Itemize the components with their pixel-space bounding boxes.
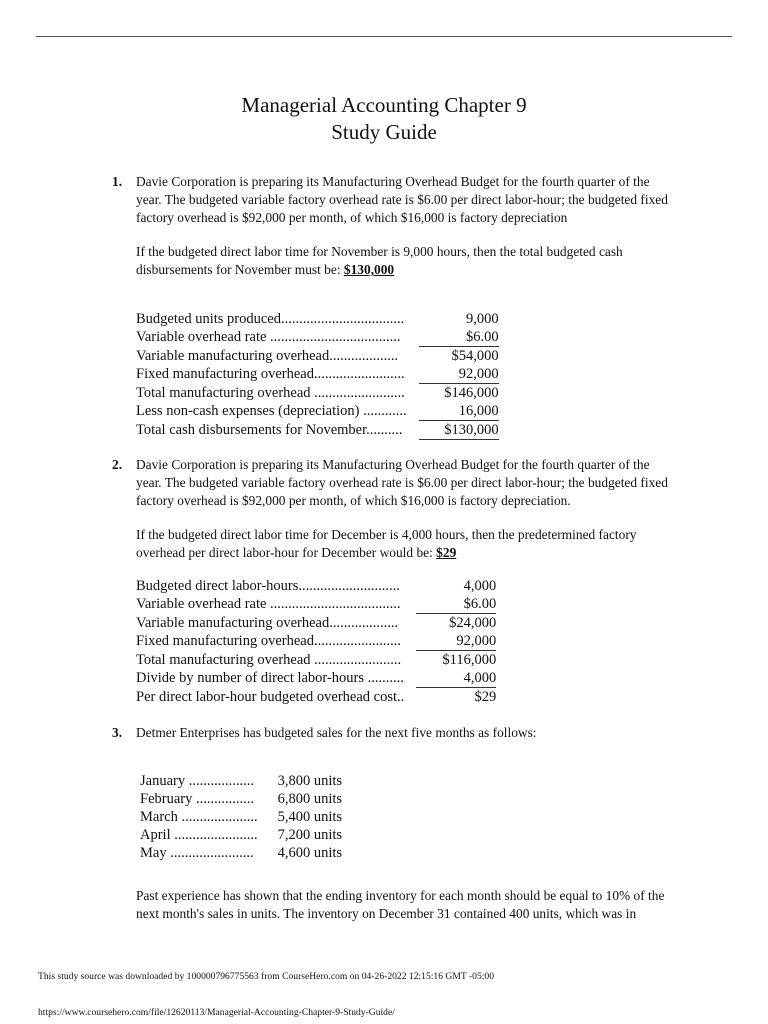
row-value: 7,200 units [277,827,343,843]
top-rule [36,36,732,37]
table-row [140,772,342,790]
row-value: 16,000 [458,403,499,419]
row-label: May ....................... [140,845,254,861]
question-number: 2. [112,457,123,472]
row-label: Budgeted direct labor-hours............................ [136,578,400,594]
row-value: $29 [416,688,496,707]
table-row [136,365,499,384]
row-label: Total manufacturing overhead ......................... [136,384,405,401]
table-row [136,402,499,421]
row-value: 5,400 units [277,809,343,825]
table-row [136,688,496,707]
row-label: Variable manufacturing overhead................... [136,614,399,631]
row-value: 92,000 [458,366,499,382]
table-row [140,808,342,826]
download-notice: This study source was downloaded by 100000796775563 from CourseHero.com on 04-26-2022 12:15:16 GMT -05:00 [38,971,495,982]
row-value: $130,000 [419,421,499,440]
answer: $29 [436,545,457,560]
row-label: Variable manufacturing overhead................... [136,347,399,364]
table-row [136,614,496,633]
table-row [140,826,342,844]
row-label: Variable overhead rate .................................... [136,596,401,613]
q1-calculation-table [136,310,499,440]
row-value: $146,000 [419,384,499,403]
row-value: 6,800 units [277,791,343,807]
question-prompt [136,243,672,279]
row-value: 4,000 [463,670,497,686]
page-title [0,92,768,146]
table-row [136,595,496,614]
row-label: April ....................... [140,827,258,843]
row-label: Total cash disbursements for November.......... [136,422,403,438]
question-3 [112,724,672,742]
row-value: $116,000 [416,651,496,670]
row-label: Total manufacturing overhead ........................ [136,651,402,668]
row-value: 9,000 [465,311,499,327]
row-value: $24,000 [416,614,496,633]
row-label: February ................ [140,791,254,807]
question-number: 1. [112,174,123,189]
row-value: $6.00 [463,596,497,612]
answer: $130,000 [343,262,395,277]
row-value: 4,000 [463,578,497,594]
title-line-1: Managerial Accounting Chapter 9 [241,93,527,117]
question-3-followup [112,887,672,923]
followup-text: Past experience has shown that the ending inventory for each month should be equal to 10% of the next month's sales in units. The inventory on December 31 contained 400 units, which was in [136,888,665,921]
q2-calculation-table [136,577,496,706]
row-label: Fixed manufacturing overhead........................ [136,633,401,650]
question-2 [112,456,672,562]
table-row [136,651,496,670]
row-value: 4,600 units [277,845,343,861]
table-row [140,844,342,862]
question-number: 3. [112,725,123,740]
question-text: Detmer Enterprises has budgeted sales for the next five months as follows: [136,725,537,740]
row-label: Less non-cash expenses (depreciation) ............ [136,403,407,420]
row-label: Fixed manufacturing overhead......................... [136,366,405,383]
table-row [136,328,499,347]
row-label: Per direct labor-hour budgeted overhead cost.. [136,688,405,705]
table-row [136,384,499,403]
row-label: Divide by number of direct labor-hours .......... [136,670,404,687]
table-row [136,669,496,688]
source-url[interactable]: https://www.coursehero.com/file/12620113/Managerial-Accounting-Chapter-9-Study-Guide/ [38,1007,395,1018]
table-row [136,577,496,595]
prompt-text: If the budgeted direct labor time for December is 4,000 hours, then the predetermined factory overhead per direct labor-hour for December would be: [136,527,637,560]
table-row [136,421,499,440]
question-text: Davie Corporation is preparing its Manufacturing Overhead Budget for the fourth quarter of the year. The budgeted variable factory overhead rate is $6.00 per direct labor-hour; the budgeted fixed factory overhead is $92,000 per month, of which $16,000 is factory depreciation [136,174,668,225]
row-value: $6.00 [465,329,499,345]
row-value: 92,000 [456,633,497,649]
row-label: March ..................... [140,809,258,825]
row-label: January .................. [140,773,254,789]
row-value: 3,800 units [277,773,343,789]
table-row [136,310,499,328]
table-row [136,632,496,651]
title-line-2: Study Guide [331,120,437,144]
question-prompt [136,526,672,562]
row-label: Variable overhead rate .................................... [136,329,401,346]
row-value: $54,000 [419,347,499,366]
question-1 [112,173,672,279]
table-row [136,347,499,366]
table-row [140,790,342,808]
prompt-text: If the budgeted direct labor time for November is 9,000 hours, then the total budgeted cash disbursements for November must be: [136,244,623,277]
q3-sales-table [140,772,342,862]
row-label: Budgeted units produced.................................. [136,311,405,327]
question-text: Davie Corporation is preparing its Manufacturing Overhead Budget for the fourth quarter of the year. The budgeted variable factory overhead rate is $6.00 per direct labor-hour; the budgeted fixed factory overhead is $92,000 per month, of which $16,000 is factory depreciation. [136,457,668,508]
